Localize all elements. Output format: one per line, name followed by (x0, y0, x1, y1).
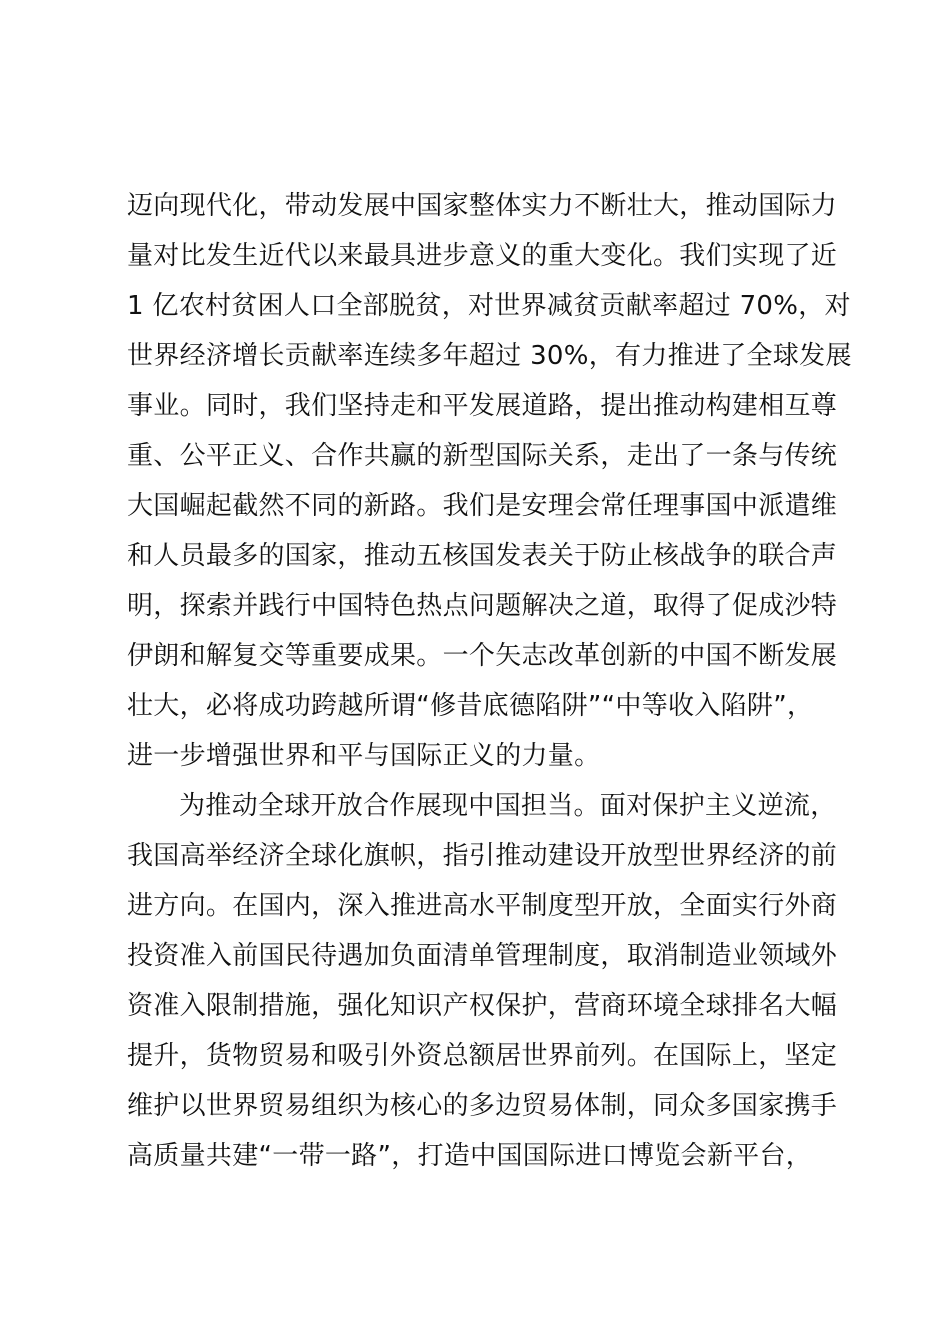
text-line: 我国高举经济全球化旗帜，指引推动建设开放型世界经济的前 (127, 841, 838, 871)
text-line: 量对比发生近代以来最具进步意义的重大变化。我们实现了近 (127, 241, 838, 271)
text-line: 明，探索并践行中国特色热点问题解决之道，取得了促成沙特 (127, 591, 838, 621)
text-line: 世界经济增长贡献率连续多年超过 30%，有力推进了全球发展 (127, 341, 852, 371)
text-line: 维护以世界贸易组织为核心的多边贸易体制，同众多国家携手 (127, 1091, 838, 1121)
text-line: 进一步增强世界和平与国际正义的力量。 (127, 741, 601, 771)
text-line: 伊朗和解复交等重要成果。一个矢志改革创新的中国不断发展 (127, 641, 838, 671)
text-line: 事业。同时，我们坚持走和平发展道路，提出推动构建相互尊 (127, 391, 838, 421)
text-line: 进方向。在国内，深入推进高水平制度型开放，全面实行外商 (127, 891, 838, 921)
text-line: 投资准入前国民待遇加负面清单管理制度，取消制造业领域外 (127, 941, 838, 971)
text-line: 1 亿农村贫困人口全部脱贫，对世界减贫贡献率超过 70%，对 (127, 291, 851, 321)
text-line: 壮大，必将成功跨越所谓“修昔底德陷阱”“中等收入陷阱”， (127, 691, 814, 721)
text-line: 重、公平正义、合作共赢的新型国际关系，走出了一条与传统 (127, 441, 838, 471)
text-line: 和人员最多的国家，推动五核国发表关于防止核战争的联合声 (127, 541, 838, 571)
text-line: 迈向现代化，带动发展中国家整体实力不断壮大，推动国际力 (127, 191, 838, 221)
text-line: 大国崛起截然不同的新路。我们是安理会常任理事国中派遣维 (127, 491, 838, 521)
text-line: 提升，货物贸易和吸引外资总额居世界前列。在国际上，坚定 (127, 1041, 838, 1071)
text-line: 高质量共建“一带一路”，打造中国国际进口博览会新平台， (127, 1141, 813, 1171)
text-line: 资准入限制措施，强化知识产权保护，营商环境全球排名大幅 (127, 991, 838, 1021)
paragraph-first-line: 为推动全球开放合作展现中国担当。面对保护主义逆流， (179, 791, 837, 821)
